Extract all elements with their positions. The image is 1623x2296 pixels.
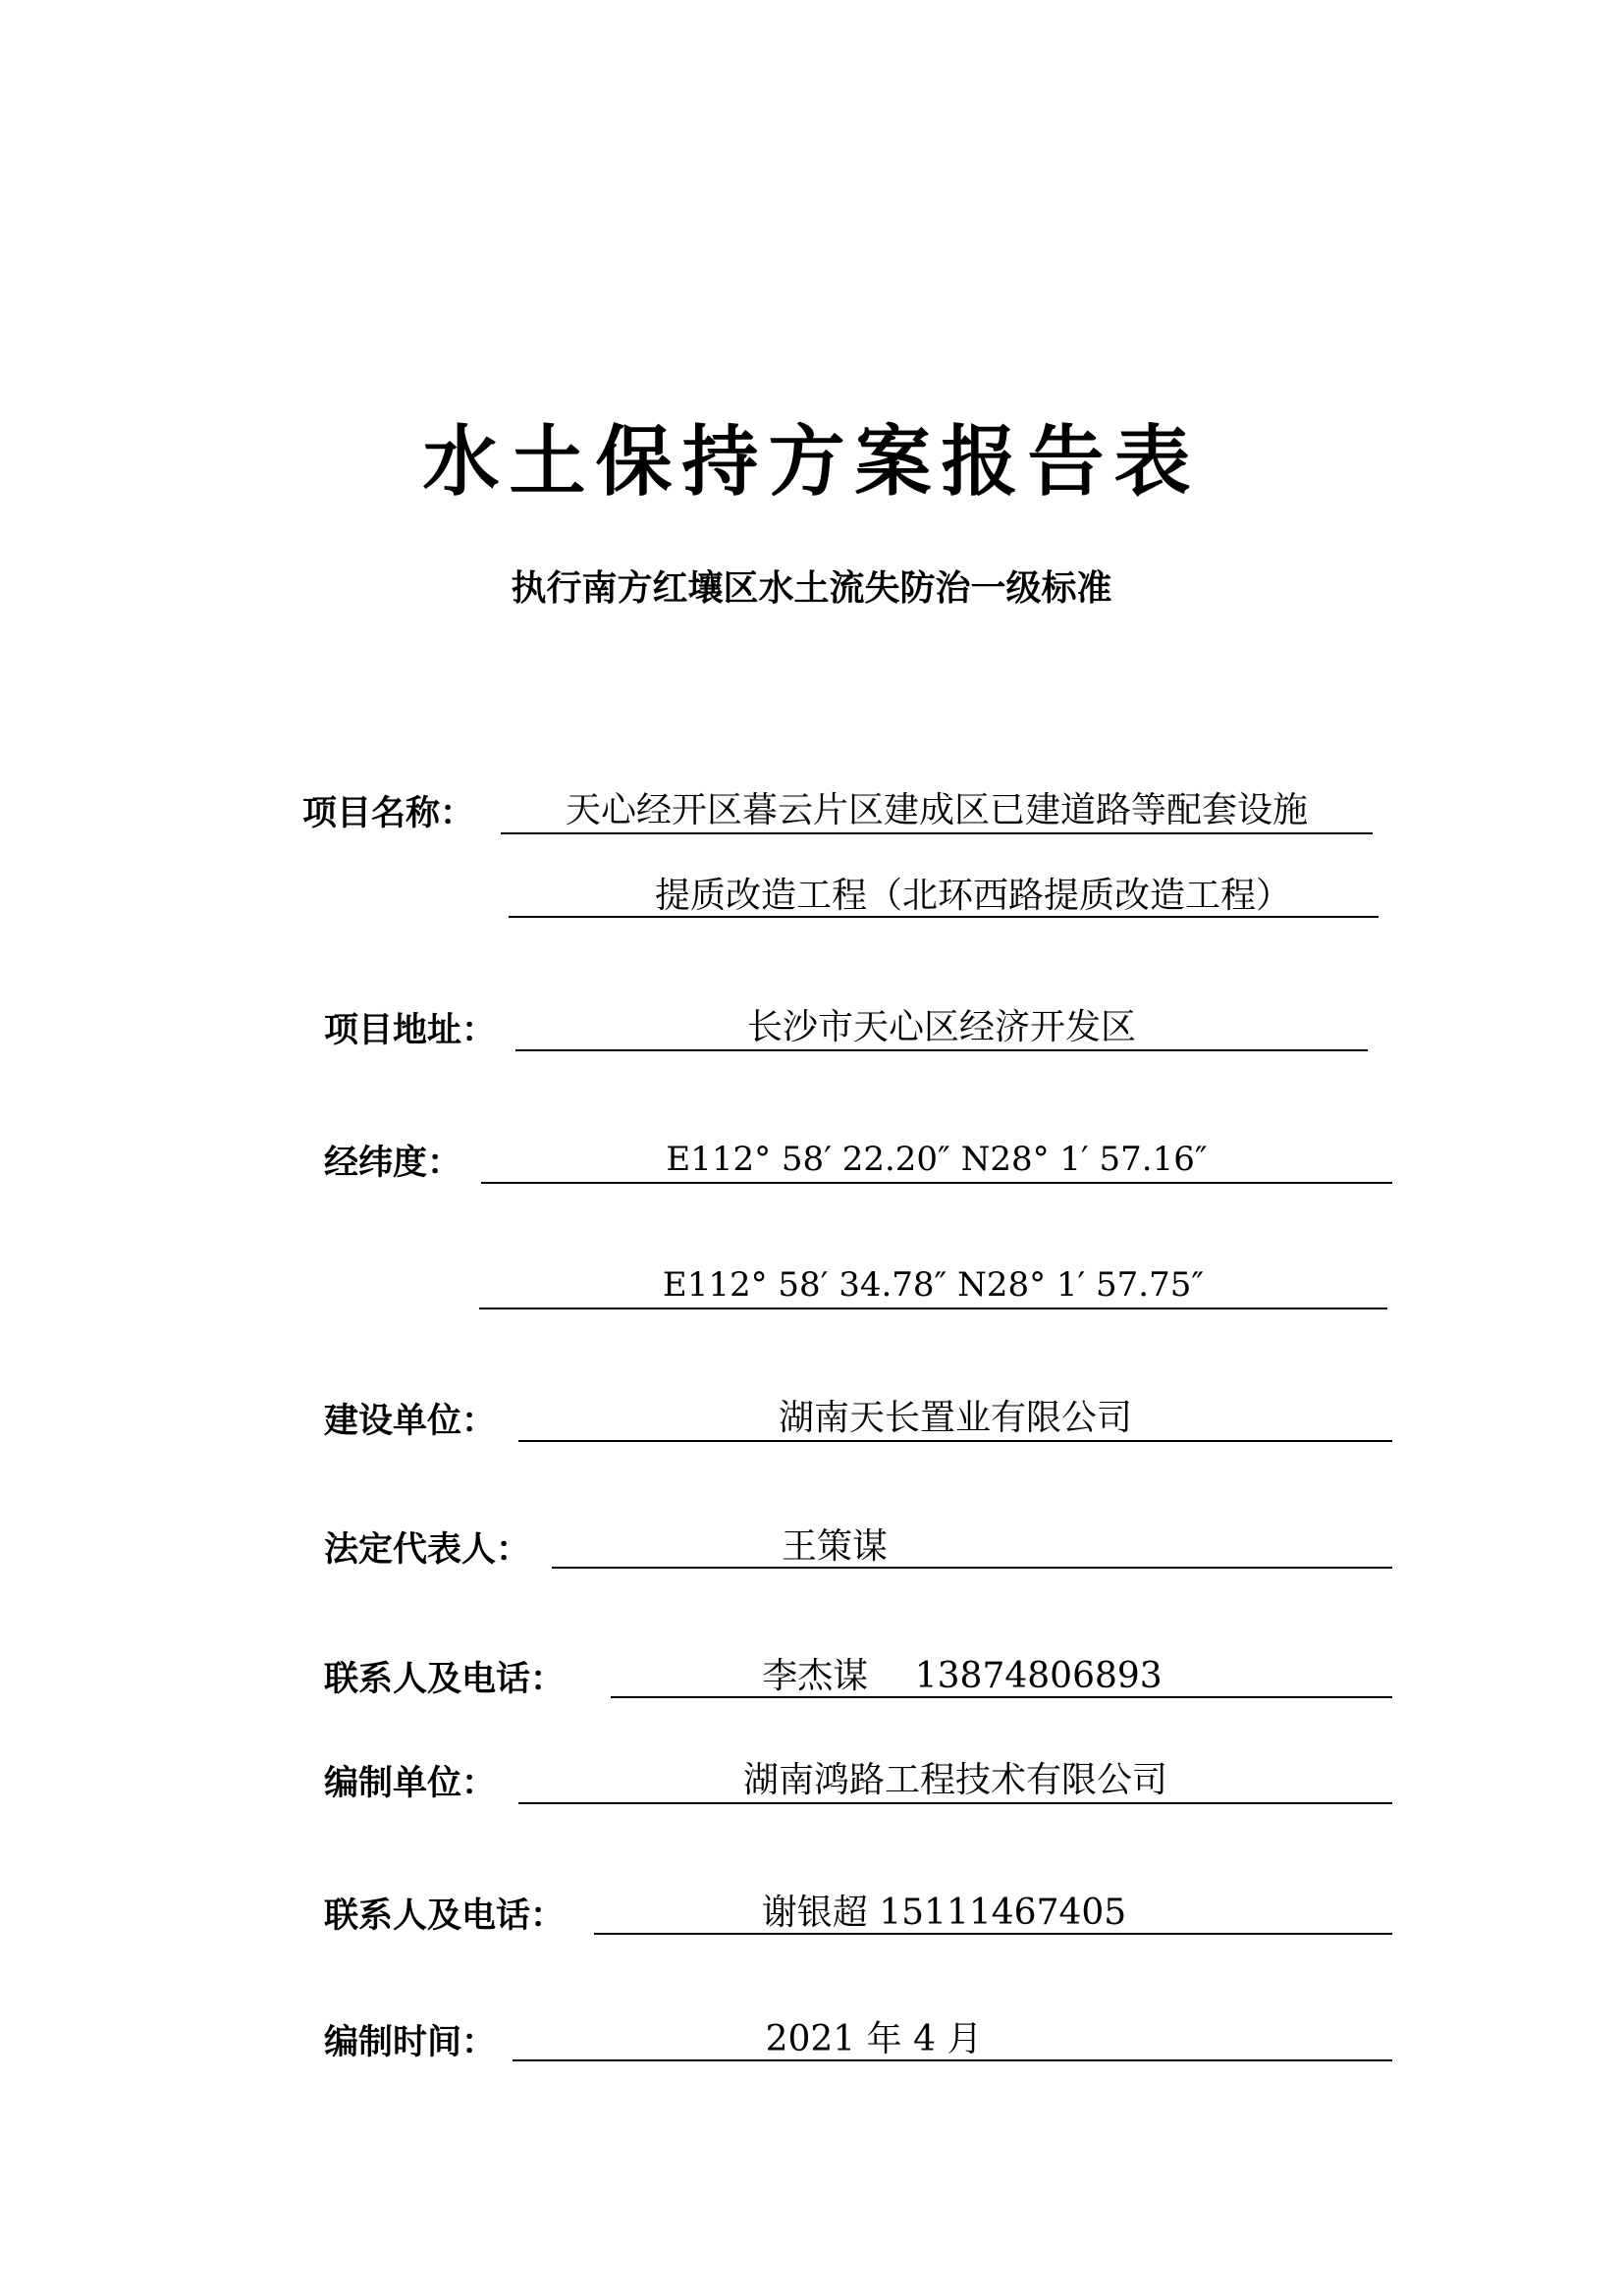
date-field: 2021 年 4 月	[513, 2022, 1392, 2061]
address-field: 长沙市天心区经济开发区	[515, 1010, 1368, 1051]
compiler-field: 湖南鸿路工程技术有限公司	[518, 1763, 1392, 1804]
contact-field-1: 李杰谋 13874806893	[611, 1659, 1392, 1698]
date-label: 编制时间：	[324, 2023, 497, 2062]
document-title: 水土保持方案报告表	[422, 418, 1201, 507]
contact-label-2: 联系人及电话：	[324, 1896, 566, 1936]
coordinates-label: 经纬度：	[324, 1144, 462, 1183]
builder-field: 湖南天长置业有限公司	[518, 1401, 1392, 1442]
document-subtitle: 执行南方红壤区水土流失防治一级标准	[511, 568, 1112, 609]
coordinates-field-2: E112° 58′ 34.78″ N28° 1′ 57.75″	[479, 1268, 1387, 1309]
contact-label-1: 联系人及电话：	[324, 1660, 566, 1699]
legal-representative-label: 法定代表人：	[324, 1530, 531, 1570]
contact-field-2: 谢银超 15111467405	[594, 1896, 1392, 1935]
project-name-line1: 天心经开区暮云片区建成区已建道路等配套设施	[501, 793, 1373, 834]
project-name-line2: 提质改造工程（北环西路提质改造工程）	[509, 879, 1379, 918]
compiler-label: 编制单位：	[324, 1764, 497, 1803]
project-name-label: 项目名称：	[302, 794, 475, 833]
legal-representative-field: 王策谋	[552, 1529, 1392, 1569]
address-label: 项目地址：	[324, 1011, 497, 1050]
coordinates-field-1: E112° 58′ 22.20″ N28° 1′ 57.16″	[481, 1143, 1392, 1184]
builder-label: 建设单位：	[324, 1402, 497, 1441]
